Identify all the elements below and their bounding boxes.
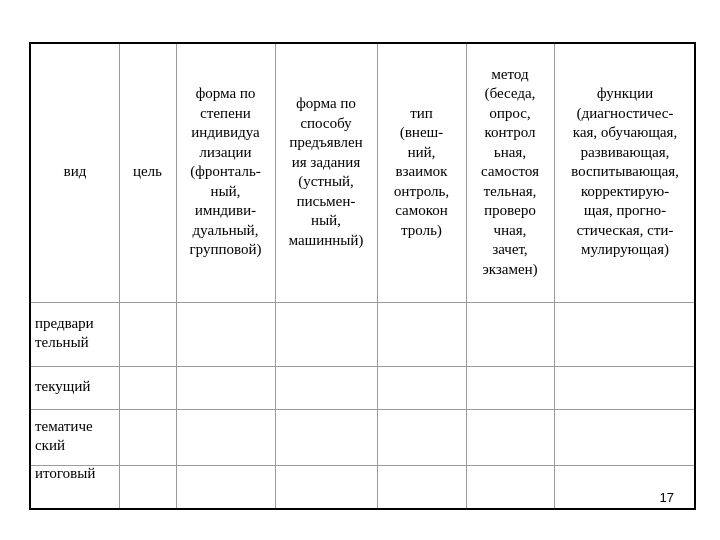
row-divider <box>31 409 694 410</box>
header-forma-sposobu-text: форма по способу предъявлен ия задания (устный, письмен- ный, машинный) <box>288 96 364 249</box>
row-divider <box>31 302 694 303</box>
row-label-preliminary <box>35 302 119 366</box>
header-forma-stepeni <box>176 44 275 302</box>
row-divider <box>31 465 694 466</box>
header-tip <box>377 44 466 302</box>
header-funktsii-text: функции (диагностичес- кая, обучающая, развивающая, воспитывающая, корректирую- щая, прогно- стическая, сти- мулирующая) <box>571 86 679 259</box>
header-metod-text: метод (беседа, опрос, контрол ьная, самостоя тельная, проверо чная, зачет, экзамен) <box>481 66 539 278</box>
header-forma-stepeni-text: форма по степени индивидуа лизации (фронталь- ный, имндиви- дуальный, групповой) <box>189 86 262 259</box>
header-vid <box>31 44 119 302</box>
control-types-table <box>29 42 696 510</box>
header-vid-text: вид <box>63 164 87 181</box>
header-tsel-text: цель <box>132 164 162 181</box>
row-label-text: итоговый <box>35 466 96 482</box>
header-metod <box>466 44 554 302</box>
header-funktsii <box>554 44 696 302</box>
row-label-text: текущий <box>35 378 91 395</box>
header-forma-sposobu <box>275 44 377 302</box>
row-divider <box>31 366 694 367</box>
row-label-final <box>35 465 119 487</box>
row-label-text: предвари тельный <box>35 315 94 351</box>
page-number: 17 <box>659 490 674 505</box>
row-label-text: тематиче ский <box>35 418 93 454</box>
header-tsel <box>119 44 176 302</box>
row-label-current <box>35 366 119 409</box>
row-label-thematic <box>35 409 119 465</box>
header-tip-text: тип (внеш- ний, взаимок онтроль, самокон троль) <box>393 105 450 239</box>
